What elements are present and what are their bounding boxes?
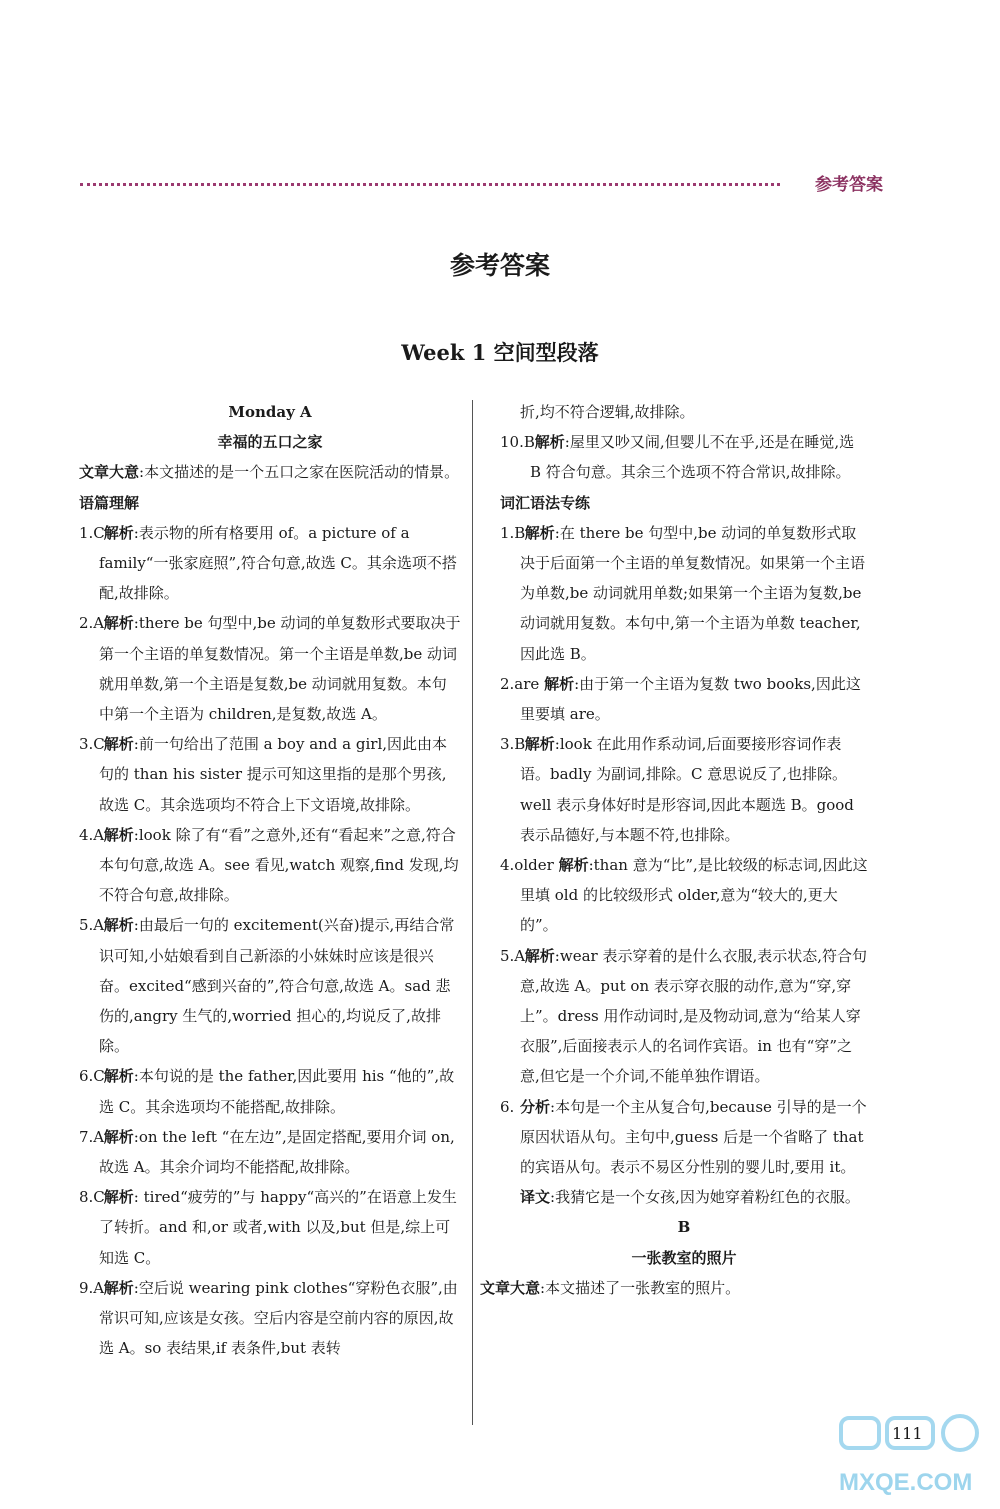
- answer-item: [79, 1122, 461, 1182]
- passage-summary: [79, 457, 461, 487]
- column-divider: [472, 400, 473, 1425]
- answer-text: :表示物的所有格要用 of。a picture of a family“一张家庭照”,符合句意,故选 C。其余选项不搭配,故排除。: [99, 523, 457, 603]
- answer-text: :本句说的是 the father,因此要用 his “他的”,故选 C。其余选项均不能搭配,故排除。: [99, 1067, 455, 1116]
- answer-tag: 解析: [103, 1188, 134, 1207]
- answer-number: 2.A: [79, 614, 105, 633]
- translation-label: 译文: [520, 1188, 551, 1207]
- passage-b-title: 一张教室的照片: [631, 1248, 737, 1267]
- right-column: [480, 397, 868, 1303]
- answer-number: 5.A: [79, 916, 105, 935]
- header-dotted-rule: [80, 183, 780, 186]
- answer-text: :look 除了有“看”之意外,还有“看起来”之意,符合本句句意,故选 A。see 看见,watch 观察,find 发现,均不符合句意,故排除。: [99, 825, 459, 905]
- answer-tag: 解析: [103, 735, 134, 754]
- translation-text: :我猜它是一个女孩,因为她穿着粉红色的衣服。: [550, 1188, 860, 1207]
- answer-text: :look 在此用作系动词,后面要接形容词作表语。badly 为副词,排除。C 意思说反了,也排除。well 表示身体好时是形容词,因此本题选 B。good 表示品德好,与本题不符,也排除。: [520, 735, 854, 844]
- answer-item: [79, 729, 461, 820]
- summary-text: :本文描述了一张教室的照片。: [540, 1278, 741, 1297]
- left-column: [79, 397, 461, 1364]
- answer-item: [79, 1273, 461, 1364]
- answer-item: [500, 427, 868, 487]
- week-title: Week 1 空间型段落: [401, 340, 599, 365]
- answer-number: 6.C: [79, 1067, 105, 1086]
- answer-item: [500, 518, 868, 669]
- answer-number: 10.B: [500, 433, 535, 452]
- answer-tag: 分析: [520, 1097, 551, 1116]
- answer-tag: 解析: [544, 674, 575, 693]
- answer-continuation: 折,均不符合逻辑,故排除。: [520, 403, 695, 421]
- answer-tag: 解析: [103, 523, 134, 542]
- page-title: 参考答案: [449, 251, 550, 280]
- answer-item: [79, 1061, 461, 1121]
- answer-text: :前一句给出了范围 a boy and a girl,因此由本句的 than his sister 提示可知这里指的是那个男孩,故选 C。其余选项均不符合上下文语境,故排除。: [99, 735, 448, 814]
- day-heading: Monday A: [228, 403, 312, 421]
- answer-text: :空后说 wearing pink clothes“穿粉色衣服”,由常识可知,应该是女孩。空后内容是空前内容的原因,故选 A。so 表结果,if 表条件,but 表转: [99, 1278, 458, 1358]
- answer-item: [500, 941, 868, 1092]
- summary-label: 文章大意: [480, 1278, 541, 1297]
- section-title: 词汇语法专练: [500, 493, 591, 512]
- answer-item: [79, 1182, 461, 1273]
- passage-b-summary: [480, 1273, 868, 1303]
- answer-number: 3.C: [79, 735, 105, 754]
- summary-text: :本文描述的是一个五口之家在医院活动的情景。: [139, 463, 460, 482]
- answer-tag: 解析: [558, 856, 589, 875]
- answer-item: [79, 820, 461, 911]
- answer-tag: 解析: [103, 1127, 134, 1146]
- answer-text: :由于第一个主语为复数 two books,因此这里要填 are。: [520, 674, 861, 724]
- answer-item: [500, 850, 868, 941]
- answer-item: [79, 608, 461, 729]
- answer-text: :在 there be 句型中,be 动词的单复数形式取决于后面第一个主语的单复数情况。如果第一个主语为单数,be 动词就用单数;如果第一个主语为复数,be 动词就用复数。本句中,第一个主语为单数 teacher,因此选 B。: [520, 523, 866, 663]
- summary-label: 文章大意: [79, 463, 140, 482]
- answer-text: :屋里又吵又闹,但婴儿不在乎,还是在睡觉,选 B 符合句意。其余三个选项不符合常识,故排除。: [530, 433, 855, 482]
- answer-item: [500, 729, 868, 850]
- answer-number: 1.B: [500, 523, 526, 542]
- watermark-text: MXQE.COM: [839, 1469, 973, 1496]
- section-title: 语篇理解: [79, 493, 140, 512]
- answer-text: :there be 句型中,be 动词的单复数形式要取决于第一个主语的单复数情况。第一个主语是单数,be 动词就用单数,第一个主语是复数,be 动词就用复数。本句中第一个主语为 children,是复数,故选 A。: [99, 614, 461, 724]
- answer-tag: 解析: [103, 1067, 134, 1086]
- answer-number: 6.: [500, 1097, 515, 1116]
- answer-text: :wear 表示穿着的是什么衣服,表示状态,符合句意,故选 A。put on 表示穿衣服的动作,意为“穿,穿上”。dress 用作动词时,是及物动词,意为“给某人穿衣服”,后面接表示人的名词作宾语。in 也有“穿”之意,但它是一个介词,不能单独作谓语。: [520, 946, 867, 1086]
- answer-tag: 解析: [524, 946, 555, 965]
- answer-number: 1.C: [79, 523, 105, 542]
- answer-text: :than 意为“比”,是比较级的标志词,因此这里填 old 的比较级形式 older,意为“较大的,更大的”。: [520, 856, 868, 935]
- answer-tag: 解析: [103, 916, 134, 935]
- passage-b-heading: B: [677, 1218, 691, 1237]
- answer-number: 5.A: [500, 946, 526, 965]
- answer-tag: 解析: [534, 433, 565, 452]
- answer-number: 2.are: [500, 674, 540, 693]
- answer-tag: 解析: [103, 614, 134, 633]
- answer-text: :on the left “在左边”,是固定搭配,要用介词 on,故选 A。其余介词均不能搭配,故排除。: [99, 1127, 455, 1177]
- answer-text: : tired“疲劳的”与 happy“高兴的”在语意上发生了转折。and 和,or 或者,with 以及,but 但是,综上可知选 C。: [99, 1188, 457, 1267]
- running-header: 参考答案: [815, 175, 883, 195]
- translation: [500, 1182, 868, 1212]
- answer-number: 3.B: [500, 735, 526, 754]
- answer-tag: 解析: [524, 523, 555, 542]
- answer-item: [79, 518, 461, 609]
- answer-number: 7.A: [79, 1127, 105, 1146]
- page-number: 111: [892, 1424, 923, 1443]
- answer-item: [79, 910, 461, 1061]
- answer-number: 4.A: [79, 825, 105, 844]
- passage-title: 幸福的五口之家: [217, 433, 323, 452]
- answer-number: 9.A: [79, 1278, 105, 1297]
- answer-tag: 解析: [524, 735, 555, 754]
- answer-text: :本句是一个主从复合句,because 引导的是一个原因状语从句。主句中,guess 后是一个省略了 that 的宾语从句。表示不易区分性别的婴儿时,要用 it。: [520, 1097, 867, 1177]
- answer-text: :由最后一句的 excitement(兴奋)提示,再结合常识可知,小姑娘看到自己新添的小妹妹时应该是很兴奋。excited“感到兴奋的”,符合句意,故选 A。sad 悲伤的,angry 生气的,worried 担心的,均说反了,故排除。: [99, 916, 455, 1056]
- answer-item: [500, 1092, 868, 1183]
- answer-tag: 解析: [103, 1278, 134, 1297]
- answer-item: [500, 669, 868, 729]
- answer-number: 4.older: [500, 856, 554, 875]
- answer-tag: 解析: [103, 825, 134, 844]
- answer-number: 8.C: [79, 1188, 105, 1207]
